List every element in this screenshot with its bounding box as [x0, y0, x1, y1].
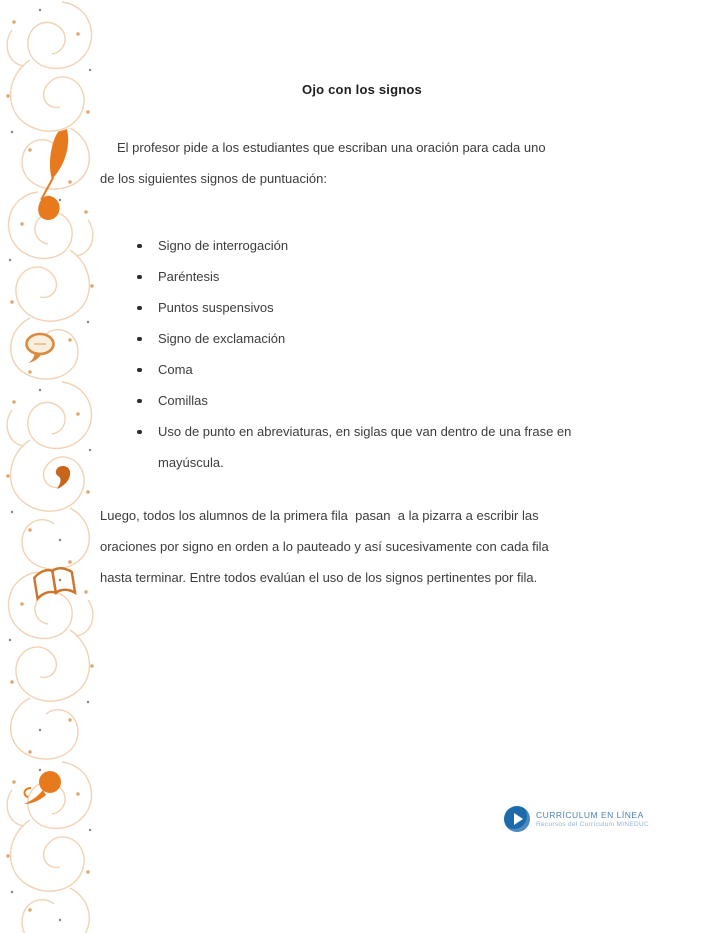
decorative-border	[0, 0, 100, 933]
list-item: Signo de interrogación	[137, 230, 599, 261]
logo-title: CURRÍCULUM EN LÍNEA	[536, 809, 644, 820]
list-item: Comillas	[137, 385, 599, 416]
list-item: Uso de punto en abreviaturas, en siglas que van dentro de una frase en mayúscula.	[137, 416, 599, 478]
list-item: Paréntesis	[137, 261, 599, 292]
text-line: de los siguientes signos de puntuación:	[100, 171, 327, 186]
page-title: Ojo con los signos	[302, 82, 422, 97]
play-icon	[504, 806, 530, 832]
closing-paragraph	[100, 500, 645, 593]
quill-icon	[41, 127, 71, 203]
curriculum-en-linea-logo	[504, 806, 649, 832]
play-triangle-icon	[514, 813, 523, 825]
punctuation-list	[137, 230, 599, 478]
comma-icon	[56, 466, 70, 489]
text-line: El profesor pide a los estudiantes que escriban una oración para cada uno	[117, 140, 546, 155]
list-item: Coma	[137, 354, 599, 385]
list-item: Puntos suspensivos	[137, 292, 599, 323]
text-line: oraciones por signo en orden a lo pauteado y así sucesivamente con cada fila	[100, 539, 549, 554]
text-line: hasta terminar. Entre todos evalúan el uso de los signos pertinentes por fila.	[100, 570, 538, 585]
intro-paragraph	[100, 132, 630, 194]
text-line: Luego, todos los alumnos de la primera fila pasan a la pizarra a escribir las	[100, 508, 539, 523]
logo-subtitle: Recursos del Currículum MINEDUC	[536, 820, 649, 828]
document-content	[100, 0, 624, 933]
speech-bubble-icon	[27, 334, 54, 363]
open-book-icon	[33, 566, 75, 598]
microphone-icon	[24, 771, 61, 804]
list-item: Signo de exclamación	[137, 323, 599, 354]
logo-text	[536, 810, 649, 829]
